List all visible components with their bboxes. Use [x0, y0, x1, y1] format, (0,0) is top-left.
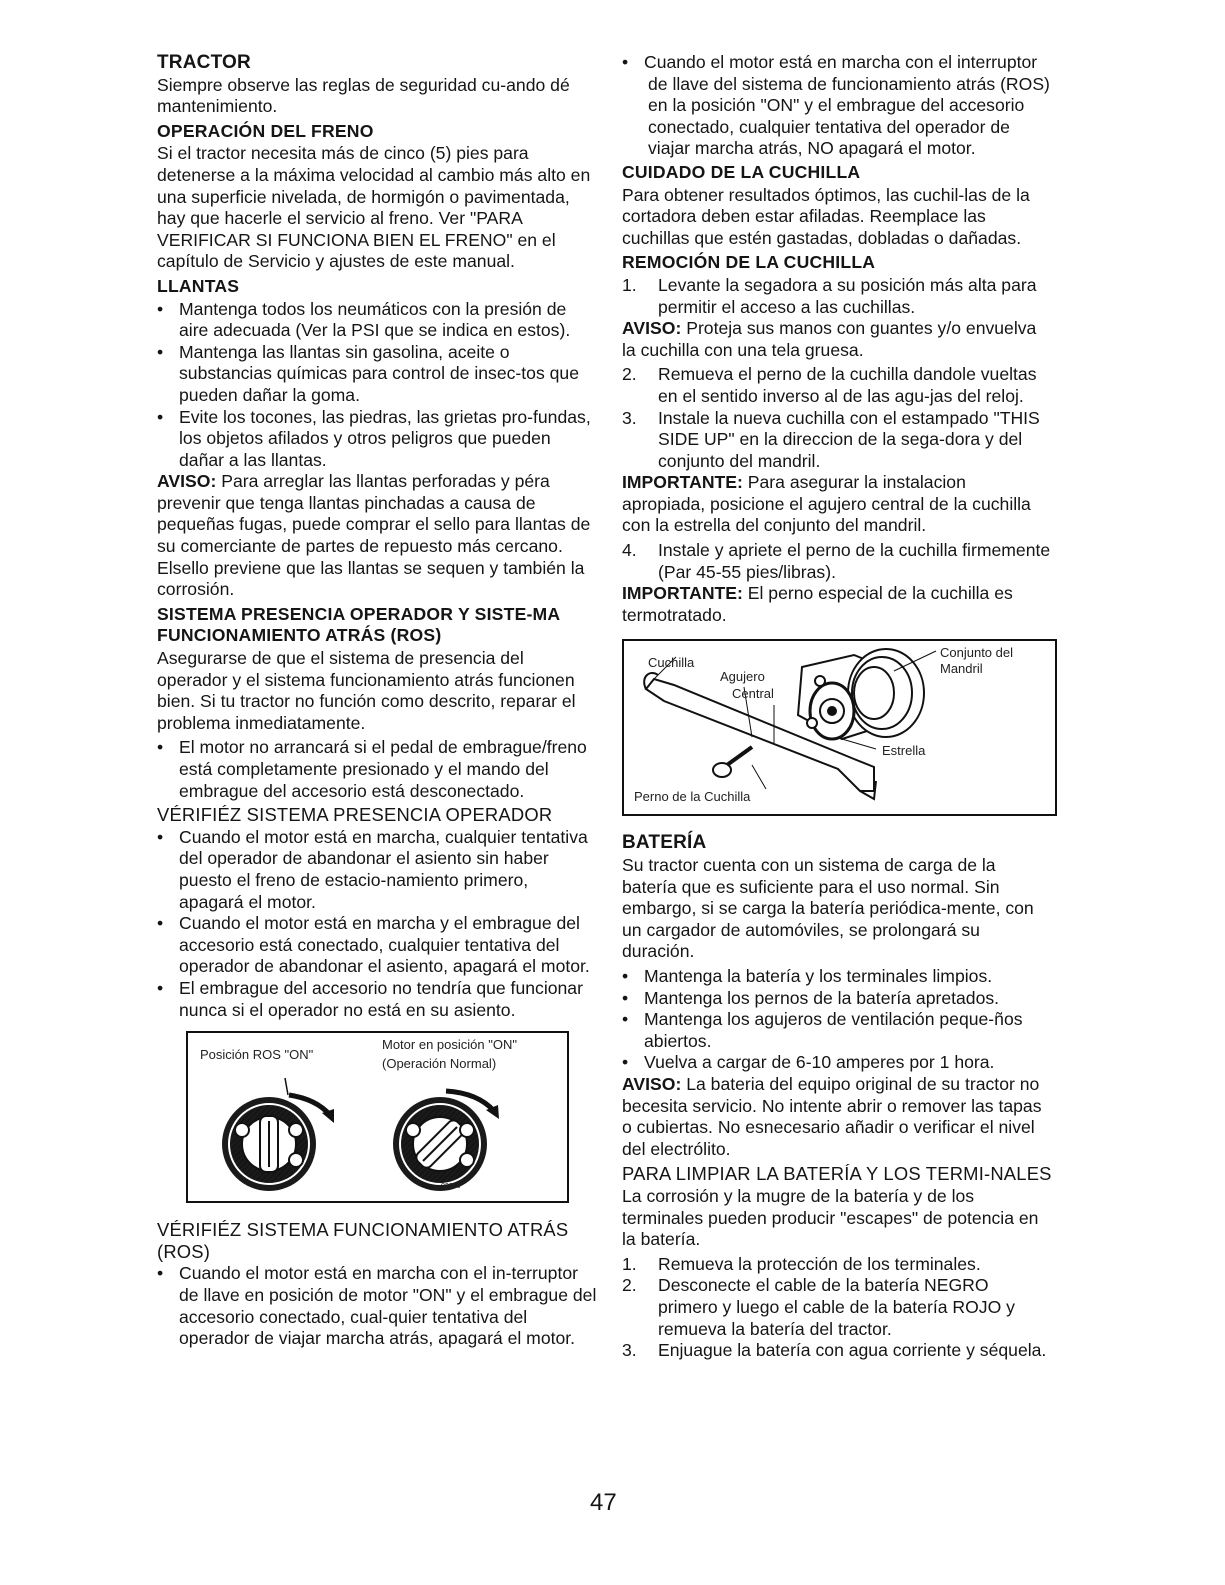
bolt-icon	[713, 747, 752, 777]
battery-bullet: • Vuelva a cargar de 6-10 amperes por 1 hora.	[622, 1052, 1052, 1074]
tractor-intro: Siempre observe las reglas de seguridad cu-ando dé mantenimiento.	[157, 74, 570, 117]
important-note	[622, 583, 1052, 626]
step-item: 4. Instale y apriete el perno de la cuchilla firmemente (Par 45-55 pies/libras).	[622, 540, 1051, 582]
motor-switch-icon	[393, 1091, 499, 1191]
blade-bolt-label: Perno de la Cuchilla	[634, 789, 751, 805]
verify-presence-heading: VÉRIFIÉZ SISTEMA PRESENCIA OPERADOR	[157, 804, 553, 826]
clean-text: La corrosión y la mugre de la batería y de los terminales pueden producir "escapes" de potencia en la batería.	[622, 1185, 1039, 1250]
left-column	[157, 52, 597, 1350]
presence-bullet: • El motor no arrancará si el pedal de embrague/freno está completamente presionado y el mando del embrague del accesorio está desconectado.	[157, 737, 597, 802]
tires-bullet: • Mantenga todos los neumáticos con la presión de aire adecuada (Ver la PSI que se indica en estos).	[157, 299, 597, 342]
normal-operation-label: (Operación Normal)	[382, 1056, 497, 1072]
notice-label: AVISO:	[157, 471, 217, 492]
ros-switch-icon	[222, 1078, 334, 1191]
tires-heading: LLANTAS	[157, 275, 240, 296]
spindle-label-2: Mandril	[940, 661, 983, 677]
verify-ros-bullet: • Cuando el motor está en marcha con el in-terruptor de llave en posición de motor "ON" y el embrague del accesorio conectado, cual-quier tentativa del operador de viajar marcha atrás, apagará el motor.	[157, 1263, 597, 1349]
blade-label: Cuchilla	[648, 655, 695, 671]
step-item: 2. Remueva el perno de la cuchilla dandole vueltas en el sentido inverso al de las agu-jas del reloj.	[622, 364, 1037, 406]
battery-bullet: • Mantenga los pernos de la batería apretados.	[622, 988, 1052, 1010]
important-label: IMPORTANTE:	[622, 472, 743, 493]
verify-ros-heading: VÉRIFIÉZ SISTEMA FUNCIONAMIENTO ATRÁS (ROS)	[157, 1219, 569, 1262]
verify-presence-bullet: • El embrague del accesorio no tendría que funcionar nunca si el operador no está en su asiento.	[157, 978, 597, 1021]
ros-on-label: Posición ROS "ON"	[200, 1047, 314, 1063]
important-text: Para asegurar la instalacion apropiada, posicione el agujero central de la cuchilla con la estrella del conjunto del mandril.	[622, 472, 1031, 536]
clean-step: 3. Enjuague la batería con agua corriente y séquela.	[622, 1340, 1047, 1361]
star-label: Estrella	[882, 743, 926, 759]
clean-step: 2. Desconecte el cable de la batería NEGRO primero y luego el cable de la batería ROJO y remueva la batería del tractor.	[622, 1275, 1015, 1339]
battery-bullet: • Mantenga la batería y los terminales limpios.	[622, 966, 1052, 988]
battery-notice	[622, 1074, 1052, 1160]
ros-bullet: • Cuando el motor está en marcha con el interruptor de llave del sistema de funcionamiento atrás (ROS) en la posición "ON" y el embrague del accesorio conectado, cualquier tentativa del operador de viajar marcha atrás, NO apagará el motor.	[622, 52, 1052, 160]
battery-heading: BATERÍA	[622, 832, 707, 854]
center-hole-label-1: Agujero	[720, 669, 765, 685]
important-label: IMPORTANTE:	[622, 583, 743, 604]
page-number: 47	[590, 1489, 617, 1516]
tires-notice	[157, 471, 597, 601]
important-note	[622, 472, 1052, 537]
brake-heading: OPERACIÓN DEL FRENO	[157, 120, 374, 141]
blade-care-text: Para obtener resultados óptimos, las cuchil-las de la cortadora deben estar afiladas. Reemplace las cuchillas que estén gastadas, dobladas o dañadas.	[622, 184, 1030, 248]
verify-presence-bullet: • Cuando el motor está en marcha y el embrague del accesorio está conectado, cualquier tentativa del operador de abandonar el asiento, apagará el motor.	[157, 913, 597, 978]
spindle-icon	[798, 649, 924, 739]
tractor-heading: TRACTOR	[157, 52, 251, 73]
ros-key-switch-figure	[186, 1031, 569, 1203]
tires-bullet: • Evite los tocones, las piedras, las grietas pro-fundas, los objetos afilados y otros peligros que pueden dañar a las llantas.	[157, 407, 597, 472]
step-item: 1. Levante la segadora a su posición más alta para permitir el acceso a las cuchillas.	[622, 274, 1037, 317]
presence-text: Asegurarse de que el sistema de presencia del operador y el sistema funcionamiento atrás funcionen bien. Si tu tractor no función como descrito, reparar el problema inmediatamente.	[157, 648, 576, 733]
figure-code: 02026	[441, 1183, 461, 1191]
motor-on-label: Motor en posición "ON"	[382, 1037, 517, 1053]
presence-heading: SISTEMA PRESENCIA OPERADOR Y SISTE-MA FUNCIONAMIENTO ATRÁS (ROS)	[157, 603, 560, 646]
right-column	[622, 52, 1052, 1362]
key-switch-illustration	[188, 1033, 567, 1201]
battery-bullet: • Mantenga los agujeros de ventilación peque-ños abiertos.	[622, 1009, 1052, 1052]
verify-presence-bullet: • Cuando el motor está en marcha, cualquier tentativa del operador de abandonar el asiento sin haber puesto el freno de estacio-namiento primero, apagará el motor.	[157, 827, 597, 913]
blade-notice	[622, 318, 1052, 361]
notice-label: AVISO:	[622, 1073, 682, 1094]
brake-text: Si el tractor necesita más de cinco (5) pies para detenerse a la máxima velocidad al cambio más alto en una superficie nivelada, de hormigón o pavimentada, hay que hacerle el servicio al freno. Ver "PARA VERIFICAR SI FUNCIONA BIEN EL FRENO" en el capítulo de Servicio y ajustes de este manual.	[157, 143, 591, 272]
step-item: 3. Instale la nueva cuchilla con el estampado "THIS SIDE UP" en la direccion de la sega-dora y del conjunto del mandril.	[622, 407, 1040, 471]
notice-label: AVISO:	[622, 318, 682, 339]
blade-care-heading: CUIDADO DE LA CUCHILLA	[622, 161, 861, 182]
notice-text: Proteja sus manos con guantes y/o envuelva la cuchilla con una tela gruesa.	[622, 318, 1037, 360]
tires-bullet: • Mantenga las llantas sin gasolina, aceite o substancias químicas para control de insec-tos que pueden dañar la goma.	[157, 342, 597, 407]
notice-text: La bateria del equipo original de su tractor no becesita servicio. No intente abrir o remover las tapas o cubiertas. No esnecesario añadir o verificar el nivel del electrólito.	[622, 1073, 1042, 1159]
important-text: El perno especial de la cuchilla es termotratado.	[622, 583, 1013, 625]
notice-text: Para arreglar las llantas perforadas y péra prevenir que tenga llantas pinchadas a causa de pequeñas fugas, puede comprar el sello para llantas de su comerciante de partes de repuesto más cercano. Elsello previene que las llantas se sequen y también la corrosión.	[157, 471, 591, 600]
blade-removal-heading: REMOCIÓN DE LA CUCHILLA	[622, 252, 876, 273]
battery-text: Su tractor cuenta con un sistema de carga de la batería que es suficiente para el uso normal. Sin embargo, si se carga la batería periódica-mente, con un cargador de automóviles, se prolongará su duración.	[622, 855, 1034, 962]
blade-assembly-figure	[622, 639, 1057, 816]
center-hole-label-2: Central	[732, 686, 774, 702]
clean-battery-heading: PARA LIMPIAR LA BATERÍA Y LOS TERMI-NALES	[622, 1163, 1052, 1185]
spindle-label-1: Conjunto del	[940, 645, 1013, 661]
clean-step: 1. Remueva la protección de los terminales.	[622, 1253, 981, 1274]
